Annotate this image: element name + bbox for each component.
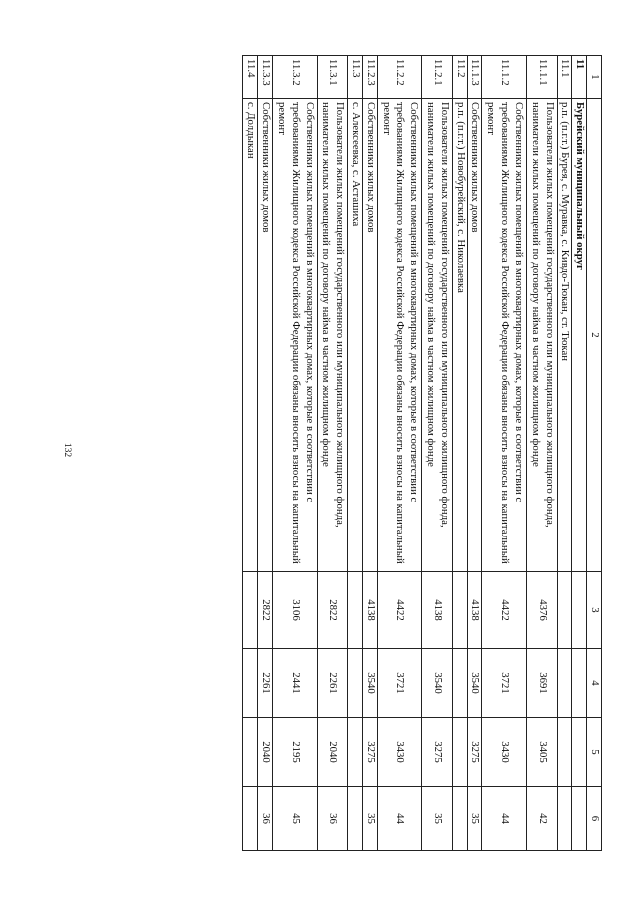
value-col4: 2261 <box>258 649 273 718</box>
header-cell: 6 <box>587 787 602 851</box>
value-col6 <box>348 787 363 851</box>
table-row <box>363 56 378 851</box>
value-col4: 3721 <box>377 649 421 718</box>
header-cell: 3 <box>587 572 602 649</box>
value-col4: 2441 <box>273 649 317 718</box>
value-col6: 35 <box>363 787 378 851</box>
value-col3: 4138 <box>363 572 378 649</box>
value-col6: 44 <box>377 787 421 851</box>
value-col4 <box>557 649 572 718</box>
row-code: 11.3 <box>348 56 363 99</box>
value-col3 <box>348 572 363 649</box>
table-row <box>557 56 572 851</box>
value-col6 <box>572 787 587 851</box>
row-code: 11.1 <box>557 56 572 99</box>
row-name: Собственники жилых помещений в многоквартирных домах, которые в соответствии с требованиями Жилищного кодекса Российской Федерации обязаны вносить взносы на капитальный ремонт <box>377 99 421 572</box>
value-col5: 3430 <box>482 718 526 787</box>
table-row <box>377 56 421 851</box>
row-name: р.п. (п.г.т.) Новобурейский, с. Николаевка <box>452 99 467 572</box>
row-name: Пользователи жилых помещений государственного или муниципального жилищного фонда, наниматели жилых помещений по договору найма в частном жилищном фонде <box>422 99 453 572</box>
row-name: с. Долдыкан <box>243 99 258 572</box>
row-name: Бурейский муниципальный округ <box>572 99 587 572</box>
value-col5 <box>243 718 258 787</box>
value-col3: 4376 <box>526 572 557 649</box>
page-number: 132 <box>62 442 73 458</box>
value-col5 <box>348 718 363 787</box>
row-code: 11.3.2 <box>273 56 317 99</box>
value-col6: 45 <box>273 787 317 851</box>
value-col4 <box>452 649 467 718</box>
value-col6: 42 <box>526 787 557 851</box>
header-cell: 4 <box>587 649 602 718</box>
value-col4: 3540 <box>467 649 482 718</box>
value-col6 <box>243 787 258 851</box>
value-col4: 2261 <box>317 649 348 718</box>
table-row <box>482 56 526 851</box>
row-code: 11.3.1 <box>317 56 348 99</box>
table-row <box>452 56 467 851</box>
value-col5: 2040 <box>317 718 348 787</box>
row-code: 11.3.3 <box>258 56 273 99</box>
value-col3: 2822 <box>258 572 273 649</box>
value-col6 <box>452 787 467 851</box>
header-cell: 5 <box>587 718 602 787</box>
table-row <box>467 56 482 851</box>
row-code: 11 <box>572 56 587 99</box>
value-col5: 2040 <box>258 718 273 787</box>
row-code: 11.2.1 <box>422 56 453 99</box>
table-row <box>258 56 273 851</box>
value-col3: 2822 <box>317 572 348 649</box>
table-row <box>572 56 587 851</box>
row-name: Пользователи жилых помещений государственного или муниципального жилищного фонда, наниматели жилых помещений по договору найма в частном жилищном фонде <box>317 99 348 572</box>
value-col4: 3540 <box>363 649 378 718</box>
value-col6: 35 <box>467 787 482 851</box>
row-name: Собственники жилых домов <box>363 99 378 572</box>
value-col5: 2195 <box>273 718 317 787</box>
table-row <box>273 56 317 851</box>
value-col3: 4422 <box>482 572 526 649</box>
value-col6: 35 <box>422 787 453 851</box>
table-row <box>317 56 348 851</box>
value-col4: 3721 <box>482 649 526 718</box>
value-col4 <box>572 649 587 718</box>
row-code: 11.1.1 <box>526 56 557 99</box>
row-name: с. Алексеевка, с. Асташиха <box>348 99 363 572</box>
value-col6: 36 <box>258 787 273 851</box>
value-col5 <box>572 718 587 787</box>
value-col3 <box>572 572 587 649</box>
row-name: Собственники жилых домов <box>467 99 482 572</box>
value-col6 <box>557 787 572 851</box>
value-col5: 3430 <box>377 718 421 787</box>
value-col3 <box>243 572 258 649</box>
value-col5: 3275 <box>363 718 378 787</box>
tariff-table <box>243 55 603 851</box>
header-cell: 2 <box>587 99 602 572</box>
value-col3: 4422 <box>377 572 421 649</box>
value-col3: 3106 <box>273 572 317 649</box>
value-col3: 4138 <box>467 572 482 649</box>
value-col3 <box>452 572 467 649</box>
row-code: 11.1.3 <box>467 56 482 99</box>
value-col5 <box>452 718 467 787</box>
table-row <box>422 56 453 851</box>
value-col6: 44 <box>482 787 526 851</box>
value-col6: 36 <box>317 787 348 851</box>
value-col4 <box>243 649 258 718</box>
value-col5 <box>557 718 572 787</box>
value-col3 <box>557 572 572 649</box>
row-name: р.п. (п.г.т.) Бурея, с. Муравка, с. Кивдо-Тюкан, ст. Тюкан <box>557 99 572 572</box>
value-col4: 3540 <box>422 649 453 718</box>
header-row <box>587 56 602 851</box>
value-col3: 4138 <box>422 572 453 649</box>
row-code: 11.2 <box>452 56 467 99</box>
value-col5: 3405 <box>526 718 557 787</box>
table-row <box>243 56 258 851</box>
value-col5: 3275 <box>467 718 482 787</box>
row-name: Пользователи жилых помещений государственного или муниципального жилищного фонда, наниматели жилых помещений по договору найма в частном жилищном фонде <box>526 99 557 572</box>
rotated-page <box>92 55 602 850</box>
row-name: Собственники жилых помещений в многоквартирных домах, которые в соответствии с требованиями Жилищного кодекса Российской Федерации обязаны вносить взносы на капитальный ремонт <box>273 99 317 572</box>
row-code: 11.2.2 <box>377 56 421 99</box>
header-cell: 1 <box>587 56 602 99</box>
value-col5: 3275 <box>422 718 453 787</box>
row-code: 11.2.3 <box>363 56 378 99</box>
row-name: Собственники жилых домов <box>258 99 273 572</box>
row-name: Собственники жилых помещений в многоквартирных домах, которые в соответствии с требованиями Жилищного кодекса Российской Федерации обязаны вносить взносы на капитальный ремонт <box>482 99 526 572</box>
value-col4: 3691 <box>526 649 557 718</box>
table-row <box>526 56 557 851</box>
value-col4 <box>348 649 363 718</box>
row-code: 11.1.2 <box>482 56 526 99</box>
row-code: 11.4 <box>243 56 258 99</box>
table-row <box>348 56 363 851</box>
